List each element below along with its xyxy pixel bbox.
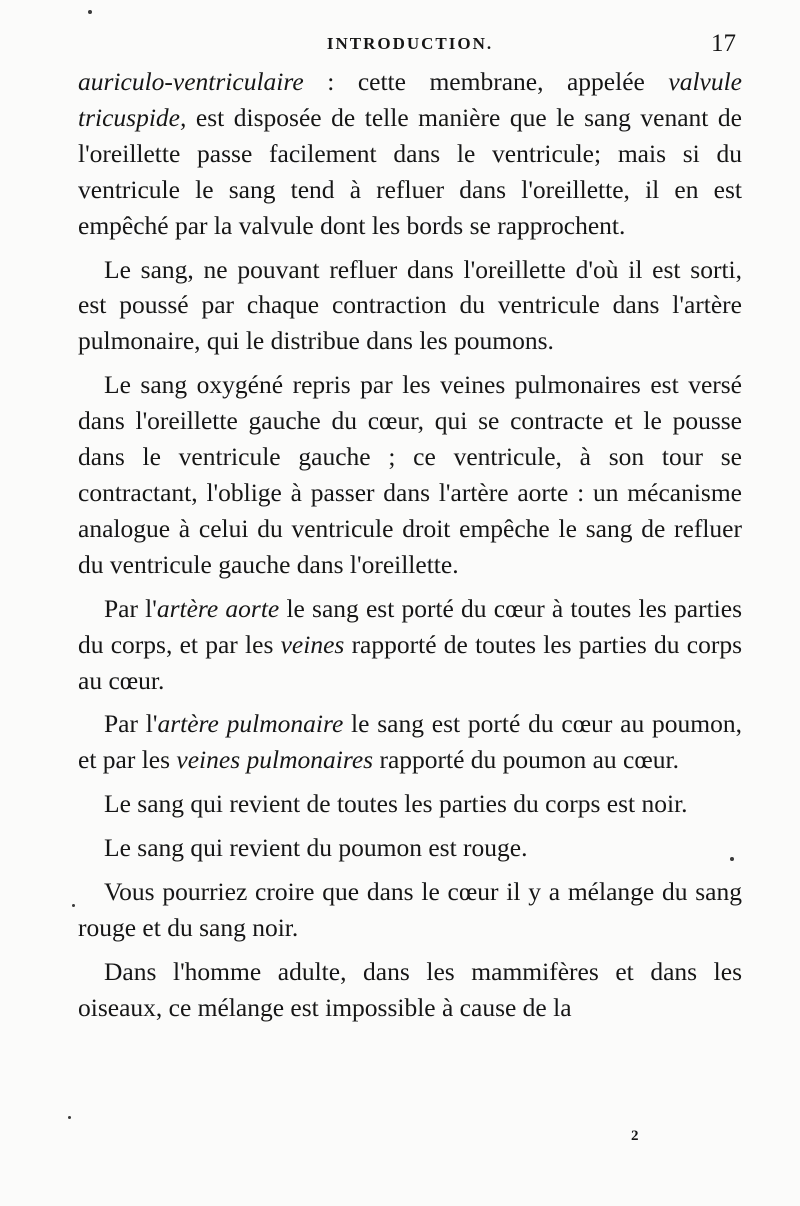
print-speck — [88, 10, 92, 14]
paragraph-8 — [78, 874, 742, 946]
paragraph-5-text-2: le sang est porté du cœur au poumon, et par les — [78, 709, 742, 775]
signature-mark: 2 — [631, 1128, 639, 1144]
body-text — [78, 64, 742, 1026]
paragraph-4-text-2: le sang est porté du cœur à toutes les parties du corps, et par les — [78, 593, 742, 659]
paragraph-5-italic-2: veines pulmonaires — [176, 745, 374, 775]
page-number: 17 — [711, 30, 736, 57]
paragraph-6-text: Le sang qui revient de toutes les parties du corps est noir. — [104, 789, 688, 819]
running-head: INTRODUCTION. — [326, 34, 494, 53]
paragraph-5-text-1: Par l' — [104, 709, 158, 739]
paragraph-1-text-2: est disposée de telle manière que le sang venant de l'oreillette passe facilement dans le ventricule; mais si du ventricule le sang tend à refluer dans l'oreillette, il en est empêché par la valvule dont les bords se rapprochent. — [78, 102, 742, 240]
paragraph-5-italic-1: artère pulmonaire — [157, 709, 344, 739]
paragraph-4-italic-2: veines — [280, 629, 345, 659]
paragraph-3 — [78, 367, 742, 582]
print-speck — [68, 1116, 71, 1119]
paragraph-6 — [78, 786, 742, 822]
paragraph-5 — [78, 706, 742, 778]
paragraph-1-text-1: : cette membrane, appelée — [303, 67, 669, 96]
paragraph-4-text-3: rapporté de toutes les parties du corps au cœur. — [78, 629, 742, 695]
print-speck — [72, 904, 75, 907]
paragraph-4-text-1: Par l' — [104, 593, 157, 623]
paragraph-2-text: Le sang, ne pouvant refluer dans l'oreillette d'où il est sorti, est poussé par chaque contraction du ventricule dans l'artère pulmonaire, qui le distribue dans les poumons. — [78, 254, 742, 356]
paragraph-4-italic-1: artère aorte — [156, 593, 280, 623]
print-speck — [730, 857, 734, 861]
paragraph-1 — [78, 64, 742, 244]
paragraph-2 — [78, 252, 742, 360]
paragraph-1-italic-1: auriculo-ventriculaire — [78, 67, 304, 96]
paragraph-1-italic-2: valvule tricuspide, — [78, 67, 742, 132]
paragraph-7-text: Le sang qui revient du poumon est rouge. — [104, 833, 528, 863]
page-header — [80, 30, 740, 60]
paragraph-4 — [78, 591, 742, 699]
paragraph-9 — [78, 954, 742, 1026]
paragraph-8-text: Vous pourriez croire que dans le cœur il y a mélange du sang rouge et du sang noir. — [78, 877, 742, 942]
paragraph-7 — [78, 830, 742, 866]
paragraph-3-text: Le sang oxygéné repris par les veines pulmonaires est versé dans l'oreillette gauche du cœur, qui se contracte et le pousse dans le ventricule gauche ; ce ventricule, à son tour se contractant, l'oblige à passer dans l'artère aorte : un mécanisme analogue à celui du ventricule droit empêche le sang de refluer du ventricule gauche dans l'oreillette. — [78, 370, 742, 579]
paragraph-9-text: Dans l'homme adulte, dans les mammifères et dans les oiseaux, ce mélange est impossible à cause de la — [78, 956, 742, 1022]
paragraph-5-text-3: rapporté du poumon au cœur. — [373, 745, 680, 775]
